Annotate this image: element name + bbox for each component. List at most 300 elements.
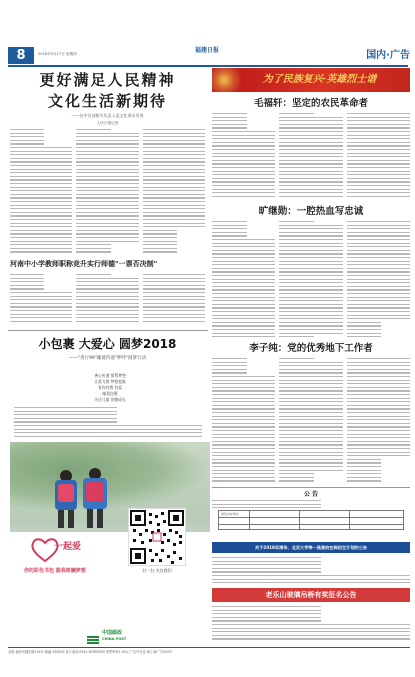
text-line (347, 257, 410, 258)
text-line (212, 149, 275, 150)
text-line (279, 362, 342, 363)
qr-caption: 扫一扫 关注我们 (142, 568, 172, 573)
text-line (212, 564, 321, 565)
text-line (279, 181, 342, 182)
text-line (279, 419, 342, 420)
text-line (279, 117, 342, 118)
text-line (10, 176, 72, 177)
ad-slogan: 你的彩色书包 圆我斑斓梦想 (24, 568, 86, 574)
text-line (279, 135, 342, 136)
text-line (212, 117, 247, 118)
text-line (279, 239, 342, 240)
text-line (76, 172, 138, 173)
text-line (143, 187, 205, 188)
text-line (10, 274, 44, 275)
text-line (10, 201, 72, 202)
text-line (347, 145, 410, 146)
text-line (143, 172, 205, 173)
text-line (212, 178, 275, 179)
text-line (212, 131, 275, 132)
text-line (279, 315, 342, 316)
text-line (10, 136, 44, 137)
text-line (279, 192, 342, 193)
text-line (212, 459, 275, 460)
text-line (10, 230, 72, 231)
article1-body (212, 112, 410, 200)
text-line (76, 183, 138, 184)
text-line (212, 329, 275, 330)
text-line (347, 462, 382, 463)
text-line (279, 156, 342, 157)
text-line (143, 303, 205, 304)
text-line (347, 246, 410, 247)
text-line (279, 416, 342, 417)
text-line (279, 246, 342, 247)
text-line (76, 226, 138, 227)
poem-line: 让爱飞翔 梦想起航 (94, 379, 126, 384)
text-line (212, 430, 275, 431)
text-line (347, 196, 410, 197)
text-line (14, 421, 117, 422)
text-line (10, 183, 72, 184)
text-line (347, 434, 410, 435)
text-line (212, 243, 275, 244)
text-line (279, 462, 342, 463)
text-line (76, 285, 138, 286)
text-line (76, 197, 138, 198)
text-line (347, 167, 410, 168)
text-line (10, 288, 44, 289)
text-line (347, 304, 410, 305)
text-line (212, 300, 275, 301)
text-line (347, 315, 410, 316)
text-line (212, 362, 247, 363)
feature-headline-line1: 更好满足人民精神 (39, 71, 176, 89)
text-line (347, 387, 410, 388)
text-line (279, 300, 342, 301)
text-line (76, 251, 110, 252)
text-line (347, 221, 410, 222)
text-line (76, 237, 138, 238)
text-line (212, 617, 321, 618)
text-line (143, 233, 177, 234)
text-line (279, 376, 342, 377)
text-line (143, 165, 205, 166)
text-line (279, 163, 342, 164)
text-line (212, 167, 275, 168)
text-line (347, 117, 410, 118)
text-line (279, 142, 342, 143)
text-line (76, 306, 138, 307)
text-line (347, 365, 410, 366)
text-line (347, 153, 410, 154)
text-line (212, 124, 247, 125)
article2-body (212, 220, 410, 338)
text-line (347, 275, 410, 276)
ad-subtitle: ——"善行99"邮爱传递"呼呼"圆梦行动 (68, 356, 146, 361)
text-line (279, 318, 342, 319)
text-line (212, 120, 247, 121)
text-line (143, 314, 205, 315)
child-figure-left (54, 470, 78, 530)
text-line (279, 232, 342, 233)
text-line (76, 303, 138, 304)
china-post-icon (86, 634, 100, 646)
text-line (212, 380, 275, 381)
text-line (347, 426, 410, 427)
notice-body (212, 499, 410, 509)
ad-poem (60, 373, 160, 403)
text-line (212, 624, 410, 625)
text-line (347, 286, 410, 287)
text-line (347, 390, 410, 391)
text-line (10, 158, 72, 159)
text-line (347, 178, 410, 179)
text-line (279, 398, 342, 399)
text-line (212, 228, 247, 229)
text-line (76, 133, 138, 134)
text-line (212, 307, 275, 308)
text-line (212, 568, 321, 569)
text-line (76, 241, 138, 242)
text-line (143, 310, 205, 311)
text-line (279, 473, 314, 474)
text-line (212, 264, 275, 265)
text-line (279, 228, 342, 229)
text-line (143, 230, 177, 231)
text-line (212, 416, 275, 417)
text-line (212, 610, 321, 611)
text-line (10, 147, 72, 148)
text-line (347, 419, 410, 420)
text-line (76, 154, 138, 155)
text-line (347, 268, 410, 269)
text-line (347, 448, 410, 449)
text-line (212, 304, 275, 305)
text-line (10, 310, 72, 311)
banner-text: 为了民族复兴·英雄烈士谱 (262, 74, 377, 85)
text-line (212, 480, 275, 481)
text-line (143, 321, 205, 322)
text-line (14, 436, 202, 437)
text-line (212, 156, 275, 157)
text-line (279, 275, 342, 276)
text-line (212, 372, 247, 373)
text-line (347, 264, 410, 265)
text-line (279, 120, 342, 121)
text-line (212, 232, 247, 233)
text-line (143, 215, 205, 216)
text-line (279, 286, 342, 287)
feature-body-text (10, 128, 205, 253)
text-line (212, 315, 275, 316)
text-line (279, 390, 342, 391)
text-line (212, 135, 275, 136)
text-line (76, 274, 110, 275)
text-line (347, 163, 410, 164)
text-line (279, 178, 342, 179)
text-line (212, 271, 275, 272)
text-line (143, 129, 205, 130)
text-line (279, 401, 342, 402)
text-line (76, 248, 110, 249)
text-line (279, 243, 342, 244)
text-line (279, 149, 342, 150)
text-line (212, 250, 275, 251)
section-label: 国内·广告 (366, 50, 410, 61)
text-line (14, 407, 117, 408)
text-line (76, 314, 138, 315)
ad-brand: 一起爱 (54, 542, 82, 552)
text-line (10, 143, 44, 144)
text-line (347, 441, 410, 442)
text-line (76, 233, 138, 234)
text-line (279, 477, 314, 478)
notice-box (212, 487, 410, 539)
text-line (347, 142, 410, 143)
text-line (143, 161, 205, 162)
text-line (347, 149, 410, 150)
text-line (279, 452, 342, 453)
text-line (279, 113, 314, 114)
text-line (143, 154, 205, 155)
text-line (10, 197, 72, 198)
text-line (212, 196, 275, 197)
text-line (279, 380, 342, 381)
text-line (347, 376, 410, 377)
text-line (212, 579, 410, 580)
text-line (143, 179, 205, 180)
text-line (347, 459, 382, 460)
text-line (212, 246, 275, 247)
text-line (143, 194, 205, 195)
text-line (143, 281, 205, 282)
text-line (279, 358, 314, 359)
text-line (212, 275, 275, 276)
text-line (347, 466, 382, 467)
text-line (212, 412, 275, 413)
text-line (143, 147, 205, 148)
text-line (143, 212, 205, 213)
text-line (76, 205, 138, 206)
text-line (10, 278, 44, 279)
text-line (212, 434, 275, 435)
text-line (279, 441, 342, 442)
text-line (10, 154, 72, 155)
text-line (212, 419, 275, 420)
article3-body (212, 357, 410, 482)
text-line (347, 228, 410, 229)
text-line (212, 279, 275, 280)
text-line (347, 473, 382, 474)
text-line (212, 473, 275, 474)
text-line (76, 201, 138, 202)
poem-line: 有你有我 有爱 (98, 385, 122, 390)
feature-headline-line2: 文化生活新期待 (47, 92, 167, 110)
text-line (143, 201, 205, 202)
text-line (347, 430, 410, 431)
text-line (76, 208, 138, 209)
text-line (212, 500, 321, 501)
text-line (347, 380, 410, 381)
text-line (212, 153, 275, 154)
text-line (347, 394, 410, 395)
text-line (212, 423, 275, 424)
text-line (76, 190, 138, 191)
text-line (212, 448, 275, 449)
text-line (212, 398, 275, 399)
text-line (279, 466, 342, 467)
text-line (347, 271, 410, 272)
text-line (143, 317, 205, 318)
text-line (10, 321, 72, 322)
text-line (10, 208, 72, 209)
text-line (10, 296, 72, 297)
text-line (347, 480, 382, 481)
text-line (10, 306, 72, 307)
text-line (10, 248, 72, 249)
text-line (143, 143, 205, 144)
text-line (212, 405, 275, 406)
text-line (347, 437, 410, 438)
text-line (212, 142, 275, 143)
text-line (279, 189, 342, 190)
children-photo (10, 442, 210, 617)
text-line (212, 470, 275, 471)
text-line (143, 285, 205, 286)
article2-title: 旷继勋：一腔热血写忠诚 (258, 206, 364, 217)
text-line (212, 557, 321, 558)
text-line (10, 244, 72, 245)
text-line (347, 333, 382, 334)
notice-title: 公 告 (303, 491, 319, 498)
strip-body (212, 556, 410, 584)
poem-line: 邮爱包裹 (102, 391, 118, 396)
text-line (212, 297, 275, 298)
text-line (347, 455, 410, 456)
text-line (279, 459, 342, 460)
text-line (212, 408, 275, 409)
text-line (279, 268, 342, 269)
text-line (347, 124, 410, 125)
text-line (279, 365, 342, 366)
text-line (279, 174, 342, 175)
text-line (76, 288, 138, 289)
text-line (14, 414, 117, 415)
text-line (76, 161, 138, 162)
text-line (347, 383, 410, 384)
text-line (212, 261, 275, 262)
text-line (10, 194, 72, 195)
text-line (279, 434, 342, 435)
text-line (212, 635, 410, 636)
text-line (279, 412, 342, 413)
text-line (279, 426, 342, 427)
text-line (279, 196, 342, 197)
text-line (76, 244, 110, 245)
text-line (279, 470, 342, 471)
text-line (279, 387, 342, 388)
text-line (212, 325, 275, 326)
text-line (212, 253, 275, 254)
text-line (14, 429, 202, 430)
text-line (143, 136, 205, 137)
text-line (212, 452, 275, 453)
text-line (279, 127, 342, 128)
text-line (347, 362, 410, 363)
text-line (279, 430, 342, 431)
text-line (10, 317, 72, 318)
text-line (347, 325, 382, 326)
text-line (143, 151, 205, 152)
text-line (10, 233, 72, 234)
text-line (143, 237, 177, 238)
text-line (212, 282, 275, 283)
text-line (279, 408, 342, 409)
ad-divider (8, 330, 208, 331)
text-line (347, 318, 410, 319)
text-line (10, 281, 44, 282)
text-line (279, 329, 342, 330)
text-line (212, 466, 275, 467)
text-line (279, 383, 342, 384)
text-line (143, 288, 205, 289)
text-line (10, 140, 44, 141)
text-line (279, 333, 342, 334)
text-line (76, 223, 138, 224)
text-line (212, 437, 275, 438)
text-line (347, 113, 410, 114)
text-line (347, 160, 410, 161)
text-line (279, 369, 342, 370)
article3-title: 李子纯：党的优秀地下工作者 (249, 343, 373, 354)
feature-subhead: ——访中宣部相关负责人谈文化事业发展 (71, 113, 144, 118)
text-line (279, 297, 342, 298)
text-line (76, 176, 138, 177)
text-line (347, 307, 410, 308)
qr-code[interactable] (128, 508, 186, 566)
text-line (143, 292, 205, 293)
text-line (76, 143, 138, 144)
text-line (347, 138, 410, 139)
photo-greenery (10, 442, 210, 512)
text-line (279, 225, 342, 226)
text-line (212, 185, 275, 186)
text-line (279, 160, 342, 161)
text-line (10, 169, 72, 170)
text-line (76, 278, 138, 279)
text-line (279, 235, 342, 236)
text-line (76, 212, 138, 213)
text-line (212, 631, 410, 632)
text-line (76, 165, 138, 166)
edu-headline: 河南中小学教师职称竞升实行师德"一票否决制" (10, 260, 158, 268)
text-line (279, 311, 342, 312)
text-line (347, 243, 410, 244)
text-line (10, 237, 72, 238)
text-line (76, 299, 138, 300)
text-line (76, 281, 138, 282)
text-line (279, 153, 342, 154)
text-line (10, 285, 44, 286)
text-line (347, 250, 410, 251)
text-line (212, 189, 275, 190)
text-line (347, 156, 410, 157)
text-line (279, 171, 342, 172)
text-line (347, 311, 410, 312)
ad-body-text (14, 406, 202, 440)
text-line (279, 253, 342, 254)
